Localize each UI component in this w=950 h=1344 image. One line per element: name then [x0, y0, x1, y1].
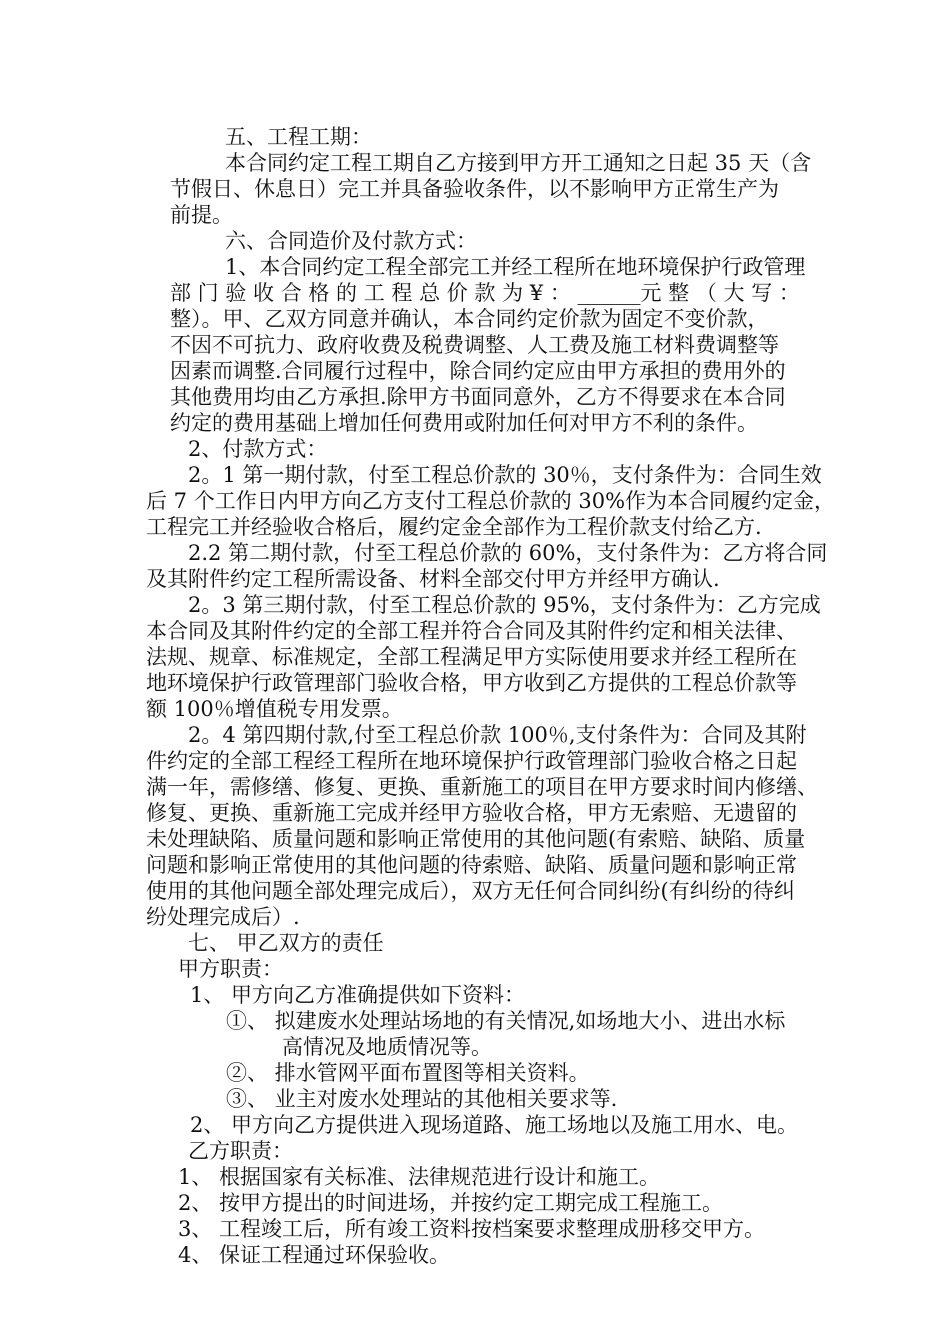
paragraph-line: 2。4 第四期付款,付至工程总价款 100％,支付条件为：合同及其附 — [188, 723, 807, 747]
paragraph-line: 地环境保护行政管理部门验收合格，甲方收到乙方提供的工程总价款等 — [146, 671, 797, 695]
paragraph-line: 不因不可抗力、政府收费及税费调整、人工费及施工材料费调整等 — [170, 333, 779, 357]
list-item: 1、 根据国家有关标准、法律规范进行设计和施工。 — [178, 1165, 661, 1189]
list-item: 4、 保证工程通过环保验收。 — [178, 1243, 451, 1267]
paragraph-line: 法规、规章、标准规定，全部工程满足甲方实际使用要求并经工程所在 — [146, 645, 797, 669]
paragraph-line: 2。1 第一期付款，付至工程总价款的 30％，支付条件为：合同生效 — [188, 463, 822, 487]
section-7-heading: 七、 甲乙双方的责任 — [188, 931, 384, 955]
paragraph-line: 工程完工并经验收合格后，履约定金全部作为工程价款支付给乙方. — [146, 515, 762, 539]
paragraph-line: 节假日、休息日）完工并具备验收条件，以不影响甲方正常生产为 — [170, 177, 779, 201]
paragraph-line: 前提。 — [170, 203, 233, 227]
paragraph-line: 及其附件约定工程所需设备、材料全部交付甲方并经甲方确认. — [146, 567, 720, 591]
list-item: 1、 甲方向乙方准确提供如下资料： — [190, 983, 526, 1007]
paragraph-line: 问题和影响正常使用的其他问题的待索赔、缺陷、质量问题和影响正常 — [146, 853, 797, 877]
paragraph-line: 修复、更换、重新施工完成并经甲方验收合格，甲方无索赔、无遗留的 — [146, 801, 797, 825]
party-a-heading: 甲方职责： — [178, 957, 283, 981]
paragraph-line: 后 7 个工作日内甲方向乙方支付工程总价款的 30%作为本合同履约定金， — [146, 489, 836, 513]
paragraph-line: 满一年，需修缮、修复、更换、重新施工的项目在甲方要求时间内修缮、 — [146, 775, 818, 799]
paragraph-line: 本合同及其附件约定的全部工程并符合合同及其附件约定和相关法律、 — [146, 619, 797, 643]
paragraph-line: 纷处理完成后）. — [146, 905, 300, 929]
sub-list-item: ③、 业主对废水处理站的其他相关要求等. — [226, 1087, 618, 1111]
paragraph-line: 使用的其他问题全部处理完成后），双方无任何合同纠纷(有纠纷的待纠 — [146, 879, 795, 903]
payment-heading: 2、付款方式： — [188, 437, 328, 461]
list-item: 2、 按甲方提出的时间进场，并按约定工期完成工程施工。 — [178, 1191, 724, 1215]
paragraph-line: 2。3 第三期付款，付至工程总价款的 95%，支付条件为：乙方完成 — [188, 593, 821, 617]
section-6-heading: 六、合同造价及付款方式： — [225, 229, 477, 253]
paragraph-line: 2.2 第二期付款，付至工程总价款的 60%，支付条件为：乙方将合同 — [188, 541, 828, 565]
paragraph-line: 因素而调整.合同履行过程中，除合同约定应由甲方承担的费用外的 — [170, 359, 786, 383]
paragraph-line: 件约定的全部工程经工程所在地环境保护行政管理部门验收合格之日起 — [146, 749, 797, 773]
paragraph-line: 未处理缺陷、质量问题和影响正常使用的其他问题(有索赔、缺陷、质量 — [146, 827, 806, 851]
section-5-heading: 五、工程工期： — [225, 125, 372, 149]
sub-list-item-continuation: 高情况及地质情况等。 — [282, 1035, 492, 1059]
paragraph-line: 本合同约定工程工期自乙方接到甲方开工通知之日起 35 天（含 — [225, 151, 812, 175]
paragraph-line: 约定的费用基础上增加任何费用或附加任何对甲方不利的条件。 — [170, 411, 758, 435]
paragraph-line: 整）。甲、乙双方同意并确认，本合同约定价款为固定不变价款， — [170, 307, 769, 331]
paragraph-line: 1、本合同约定工程全部完工并经工程所在地环境保护行政管理 — [225, 255, 806, 279]
party-b-heading: 乙方职责： — [188, 1139, 293, 1163]
list-item: 3、 工程竣工后，所有竣工资料按档案要求整理成册移交甲方。 — [178, 1217, 766, 1241]
list-item: 2、 甲方向乙方提供进入现场道路、施工场地以及施工用水、电。 — [190, 1113, 799, 1137]
paragraph-line: 额 100％增值税专用发票。 — [146, 697, 403, 721]
sub-list-item: ②、 排水管网平面布置图等相关资料。 — [226, 1061, 590, 1085]
price-line: 部 门 验 收 合 格 的 工 程 总 价 款 为 ¥ ： ______元 整 （ 大 写 ： — [170, 281, 800, 305]
sub-list-item: ①、 拟建废水处理站场地的有关情况,如场地大小、进出水标 — [226, 1009, 786, 1033]
paragraph-line: 其他费用均由乙方承担.除甲方书面同意外，乙方不得要求在本合同 — [170, 385, 786, 409]
